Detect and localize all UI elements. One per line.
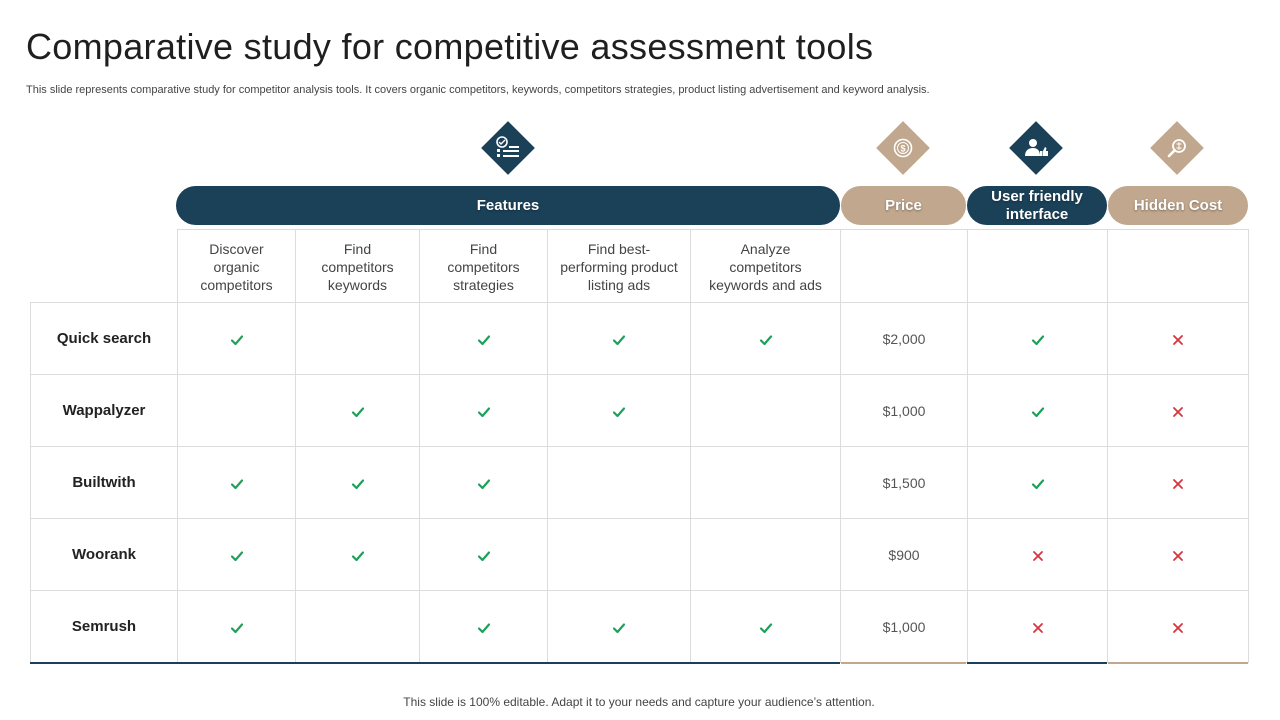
check-icon — [230, 333, 244, 347]
check-icon — [477, 477, 491, 491]
feature-cell — [296, 303, 420, 375]
check-icon — [612, 621, 626, 635]
price-cell: $1,000 — [841, 375, 968, 447]
corner-cell — [31, 230, 178, 303]
check-icon — [477, 333, 491, 347]
check-icon — [230, 549, 244, 563]
price-header-label: Price — [885, 196, 922, 214]
feature-cell — [691, 591, 841, 663]
feature-cell — [691, 303, 841, 375]
check-icon — [612, 333, 626, 347]
magnifier-icon — [1150, 121, 1204, 175]
column-header-row — [31, 230, 1249, 303]
column-header: Discover organic competitors — [178, 230, 296, 303]
hidden-cost-header-label: Hidden Cost — [1133, 196, 1223, 214]
feature-cell — [691, 519, 841, 591]
check-icon — [477, 621, 491, 635]
features-underline — [30, 662, 840, 664]
price-header — [841, 186, 966, 225]
column-header: Analyze competitors keywords and ads — [691, 230, 841, 303]
cross-icon — [1031, 621, 1045, 635]
checklist-icon — [481, 121, 535, 175]
feature-cell — [420, 591, 548, 663]
dollar-coin-icon — [876, 121, 930, 175]
column-header: Find best-performing product listing ads — [548, 230, 691, 303]
cross-icon — [1171, 405, 1185, 419]
hidden-cost-cell — [1108, 303, 1249, 375]
price-cell: $2,000 — [841, 303, 968, 375]
check-icon — [1031, 405, 1045, 419]
feature-cell — [548, 447, 691, 519]
cross-icon — [1171, 477, 1185, 491]
check-icon — [1031, 333, 1045, 347]
check-icon — [351, 405, 365, 419]
user-friendly-cell — [968, 591, 1108, 663]
feature-cell — [178, 375, 296, 447]
feature-cell — [691, 375, 841, 447]
slide-footer: This slide is 100% editable. Adapt it to your needs and capture your audience’s attention. — [403, 695, 875, 709]
tool-name: Wappalyzer — [31, 375, 178, 447]
hidden-cost-cell — [1108, 519, 1249, 591]
tool-name: Woorank — [31, 519, 178, 591]
features-header — [176, 186, 840, 225]
slide-title: Comparative study for competitive assessment tools — [26, 26, 874, 67]
check-icon — [759, 333, 773, 347]
user-friendly-cell — [968, 519, 1108, 591]
feature-cell — [420, 303, 548, 375]
user-friendly-cell — [968, 447, 1108, 519]
feature-cell — [296, 375, 420, 447]
check-icon — [612, 405, 626, 419]
feature-cell — [296, 519, 420, 591]
check-icon — [477, 405, 491, 419]
feature-cell — [548, 303, 691, 375]
comparison-table — [30, 229, 1249, 663]
slide-subtitle: This slide represents comparative study for competitor analysis tools. It covers organic competitors, keywords, competitors strategies, product listing advertisement and keyword analysis. — [26, 84, 930, 96]
check-icon — [351, 549, 365, 563]
feature-cell — [548, 375, 691, 447]
user-friendly-underline — [967, 662, 1107, 664]
feature-cell — [420, 375, 548, 447]
feature-cell — [178, 519, 296, 591]
hidden-cost-cell — [1108, 375, 1249, 447]
cross-icon — [1031, 549, 1045, 563]
column-header-empty — [968, 230, 1108, 303]
user-friendly-header — [967, 186, 1107, 225]
cross-icon — [1171, 333, 1185, 347]
cross-icon — [1171, 549, 1185, 563]
feature-cell — [548, 519, 691, 591]
user-friendly-cell — [968, 375, 1108, 447]
check-icon — [351, 477, 365, 491]
features-header-label: Features — [476, 196, 540, 214]
svg-text:$: $ — [900, 143, 906, 154]
tool-name: Builtwith — [31, 447, 178, 519]
user-friendly-header-label: User friendly interface — [991, 187, 1083, 223]
column-header-empty — [1108, 230, 1249, 303]
price-underline — [841, 662, 966, 664]
hidden-cost-cell — [1108, 447, 1249, 519]
feature-cell — [691, 447, 841, 519]
feature-cell — [420, 447, 548, 519]
table-row — [31, 447, 1249, 519]
table-row — [31, 591, 1249, 663]
check-icon — [230, 477, 244, 491]
user-friendly-cell — [968, 303, 1108, 375]
feature-cell — [178, 303, 296, 375]
column-header-empty — [841, 230, 968, 303]
hidden-cost-cell — [1108, 591, 1249, 663]
price-cell: $1,500 — [841, 447, 968, 519]
hidden-cost-header — [1108, 186, 1248, 225]
hidden-cost-underline — [1108, 662, 1248, 664]
feature-cell — [178, 591, 296, 663]
feature-cell — [296, 447, 420, 519]
table-row — [31, 375, 1249, 447]
cross-icon — [1171, 621, 1185, 635]
feature-cell — [178, 447, 296, 519]
table-row — [31, 303, 1249, 375]
column-header: Find competitors strategies — [420, 230, 548, 303]
price-cell: $1,000 — [841, 591, 968, 663]
feature-cell — [296, 591, 420, 663]
tool-name: Quick search — [31, 303, 178, 375]
check-icon — [759, 621, 773, 635]
feature-cell — [420, 519, 548, 591]
tool-name: Semrush — [31, 591, 178, 663]
feature-cell — [548, 591, 691, 663]
column-header: Find competitors keywords — [296, 230, 420, 303]
check-icon — [1031, 477, 1045, 491]
check-icon — [477, 549, 491, 563]
table-row — [31, 519, 1249, 591]
check-icon — [230, 621, 244, 635]
price-cell: $900 — [841, 519, 968, 591]
user-thumbs-up-icon — [1009, 121, 1063, 175]
